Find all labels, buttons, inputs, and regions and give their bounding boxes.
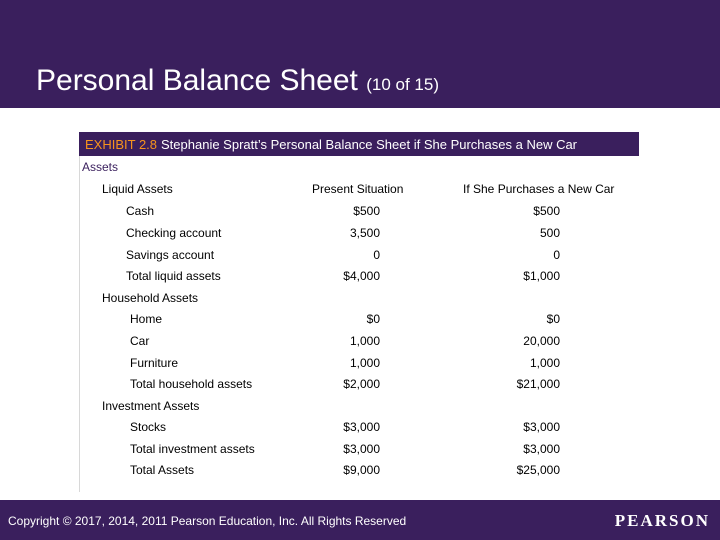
cell-present: $2,000 [343,377,380,391]
cell-present: $500 [353,204,380,218]
total-assets-label: Total Assets [130,463,195,477]
cell-present: 1,000 [349,356,380,370]
row-label: Car [130,334,150,348]
row-label: Savings account [126,248,215,262]
cell-present: $4,000 [343,269,380,283]
cell-new-car: $3,000 [523,442,560,456]
cell-present: 1,000 [349,334,380,348]
slide-header [0,0,720,108]
cell-new-car: 500 [539,226,560,240]
exhibit-caption-bar [79,132,639,156]
cell-present: $3,000 [343,442,380,456]
total-assets-present: $9,000 [343,463,380,477]
row-label: Cash [126,204,155,218]
copyright-text: Copyright © 2017, 2014, 2011 Pearson Education, Inc. All Rights Reserved [8,514,407,528]
slide-title-sub: (10 of 15) [366,75,439,94]
row-label: Checking account [126,226,222,240]
cell-new-car: $0 [546,312,560,326]
pearson-logo: PEARSON [614,511,710,530]
cell-new-car: 1,000 [529,356,560,370]
col-header-new-car: If She Purchases a New Car [463,182,615,196]
row-label: Stocks [130,420,167,434]
row-label: Total investment assets [130,442,255,456]
cell-new-car: $21,000 [516,377,560,391]
row-label: Home [130,312,163,326]
cell-new-car: $3,000 [523,420,560,434]
assets-heading: Assets [82,160,119,174]
slide-footer [0,500,720,540]
exhibit-number: EXHIBIT 2.8 [85,136,158,152]
exhibit-caption: Stephanie Spratt’s Personal Balance Sheet if She Purchases a New Car [161,136,578,152]
col-header-present: Present Situation [312,182,404,196]
total-assets-new-car: $25,000 [516,463,560,477]
cell-new-car: 20,000 [523,334,560,348]
row-label: Furniture [130,356,179,370]
slide-title-main: Personal Balance Sheet [36,64,358,97]
cell-new-car: 0 [553,248,560,262]
cell-present: $0 [366,312,380,326]
cell-new-car: $500 [533,204,560,218]
balance-sheet-table [79,156,640,492]
investment-assets-heading: Investment Assets [102,399,200,413]
row-label: Total liquid assets [126,269,221,283]
row-label: Total household assets [130,377,253,391]
slide-title [36,64,439,98]
cell-present: 3,500 [349,226,380,240]
household-assets-heading: Household Assets [102,291,199,305]
cell-present: $3,000 [343,420,380,434]
cell-present: 0 [373,248,380,262]
cell-new-car: $1,000 [523,269,560,283]
liquid-assets-heading: Liquid Assets [102,182,173,196]
